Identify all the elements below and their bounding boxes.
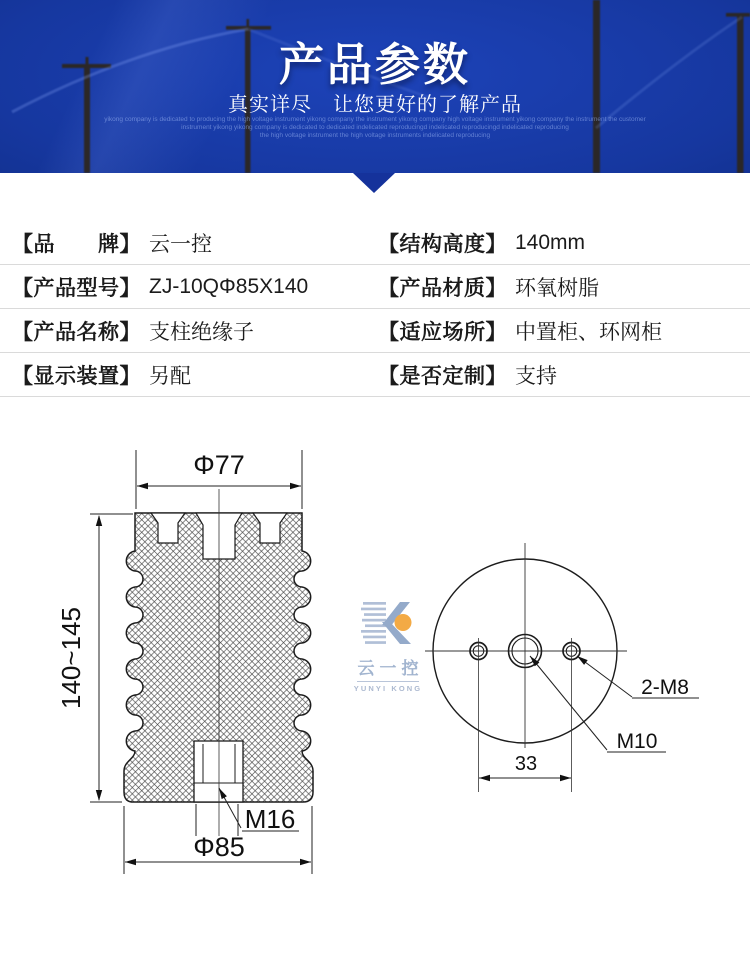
arrow-icon xyxy=(290,483,301,489)
spec-value: 环氧树脂 xyxy=(515,276,599,300)
brand-subname: YUNYI KONG xyxy=(353,684,423,693)
spec-label: 【品 牌】 xyxy=(12,232,141,256)
banner xyxy=(0,0,750,173)
spec-cell xyxy=(378,360,750,390)
page-title: 产品参数 xyxy=(278,39,471,90)
arrow-icon xyxy=(96,790,102,801)
arrow-icon xyxy=(479,775,490,781)
dim-label-hole-spacing: 33 xyxy=(514,753,538,775)
spec-row xyxy=(0,353,750,397)
arrow-icon xyxy=(577,656,588,665)
spec-row xyxy=(0,265,750,309)
dim-label-height: 140~145 xyxy=(56,607,86,709)
brand-k-icon xyxy=(359,599,417,647)
page-subtitle: 真实详尽 让您更好的了解产品 xyxy=(228,94,522,116)
spec-cell xyxy=(0,316,378,346)
spec-label: 【适应场所】 xyxy=(378,320,507,344)
spec-cell xyxy=(378,272,750,302)
brand-watermark xyxy=(334,599,442,693)
spec-label: 【结构高度】 xyxy=(378,232,507,256)
spec-cell xyxy=(378,316,750,346)
spec-cell xyxy=(0,272,378,302)
spec-table xyxy=(0,221,750,397)
dim-label-center-thread: M10 xyxy=(616,730,658,753)
spec-value: ZJ-10QΦ85X140 xyxy=(149,274,309,298)
spec-label: 【产品材质】 xyxy=(378,276,507,300)
dim-label-side-holes: 2-M8 xyxy=(641,676,689,699)
front-view-drawing xyxy=(56,450,313,874)
spec-row xyxy=(0,309,750,353)
spec-value: 云一控 xyxy=(149,232,212,256)
spec-label: 【是否定制】 xyxy=(378,364,507,388)
spec-row xyxy=(0,221,750,265)
chevron-down-icon xyxy=(353,173,395,193)
brand-divider xyxy=(357,681,419,682)
spec-value: 另配 xyxy=(149,364,191,388)
arrow-icon xyxy=(300,859,311,865)
spec-label: 【显示装置】 xyxy=(12,364,141,388)
brand-name: 云一控 xyxy=(357,659,424,678)
arrow-icon xyxy=(137,483,148,489)
dim-label-top-diameter: Φ77 xyxy=(193,450,245,480)
bottom-insert xyxy=(194,741,243,802)
spec-value: 中置柜、环网柜 xyxy=(515,320,662,344)
dim-label-bottom-thread: M16 xyxy=(244,804,296,834)
arrow-icon xyxy=(560,775,571,781)
spec-cell xyxy=(0,228,378,258)
spec-value: 支持 xyxy=(515,364,557,388)
spec-value: 140mm xyxy=(515,230,586,254)
banner-watermark-text: yikong company is dedicated to producing the high voltage instrument yikong company the instrument yikong company high voltage instrument yikong company the instrument the customer instrument yikong yikong company is dedicated to dedicated indelicated reproducingd indelicated reproducingd indelicated reproducing the high voltage instrument the high voltage instruments indelicated reproducing xyxy=(104,116,646,139)
spec-label: 【产品名称】 xyxy=(12,320,141,344)
dim-label-bottom-diameter: Φ85 xyxy=(193,832,245,862)
arrow-icon xyxy=(96,515,102,526)
spec-value: 支柱绝缘子 xyxy=(149,320,254,344)
arrow-icon xyxy=(125,859,136,865)
top-view-drawing xyxy=(425,543,699,792)
spec-cell xyxy=(378,228,750,258)
spec-cell xyxy=(0,360,378,390)
spec-label: 【产品型号】 xyxy=(12,276,141,300)
